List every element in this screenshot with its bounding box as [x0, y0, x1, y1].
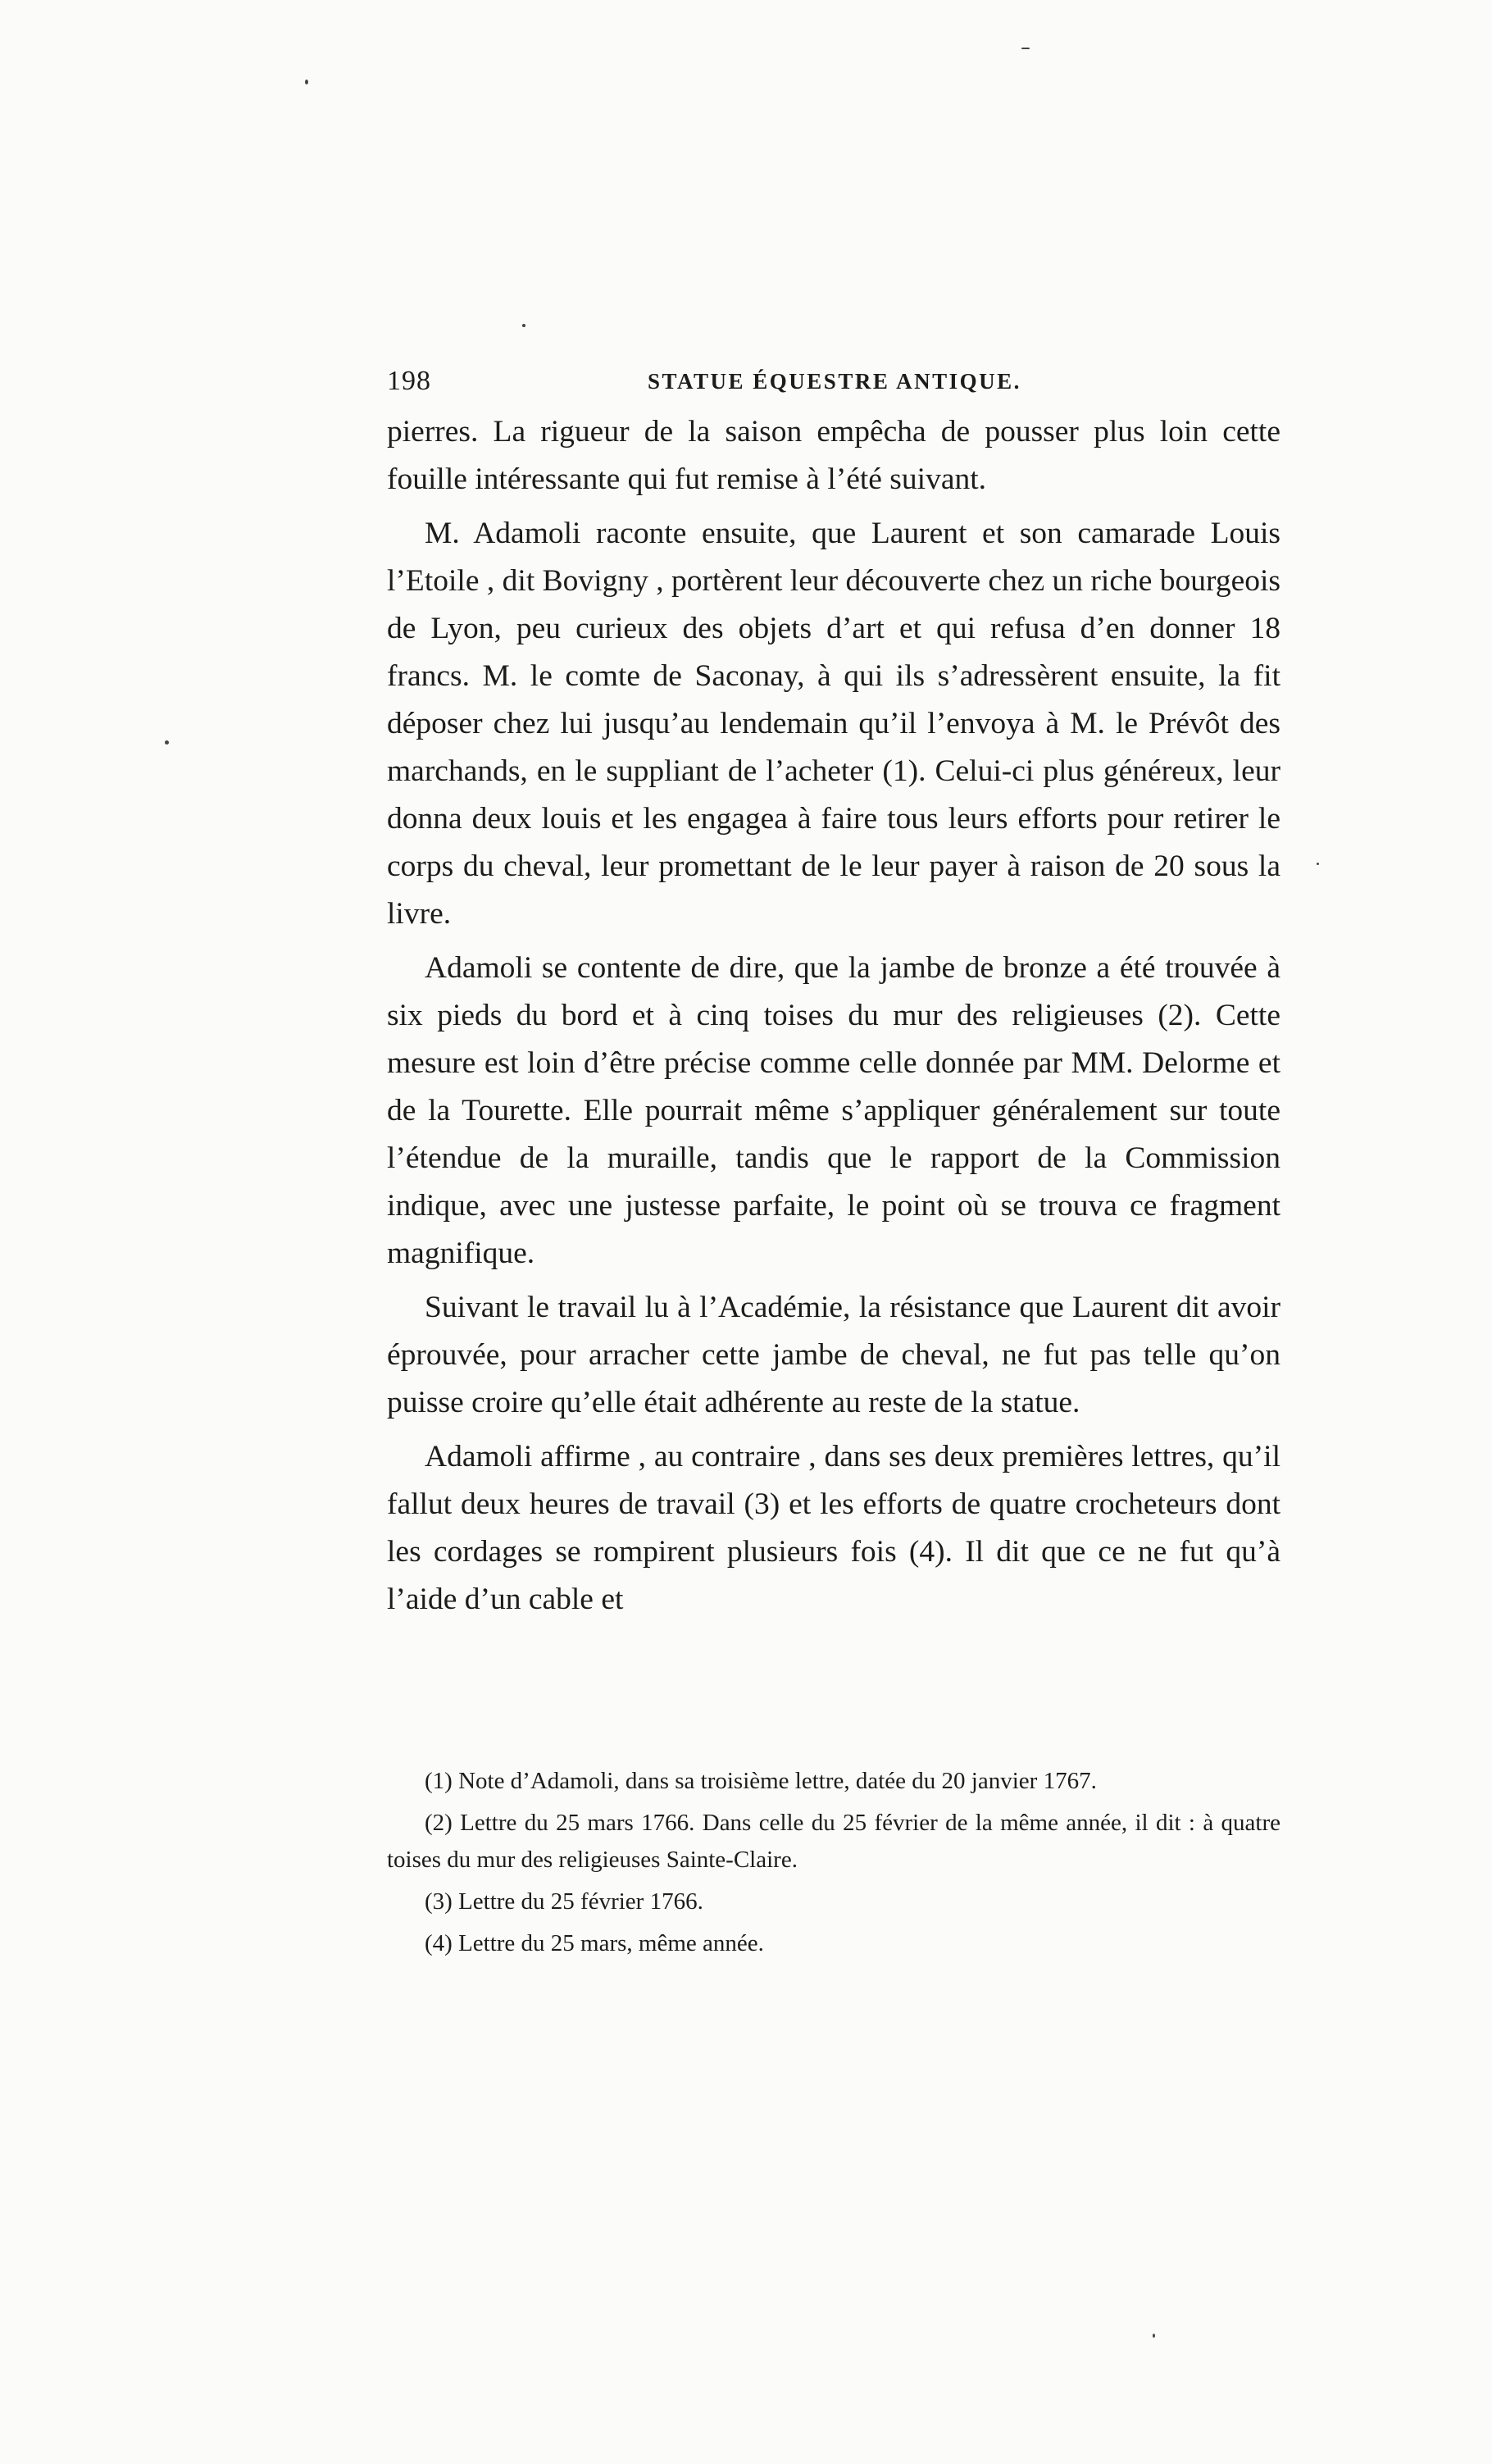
scan-speck: [522, 324, 525, 327]
paragraph: Adamoli se contente de dire, que la jambe de bronze a été trouvée à six pieds du bord et à cinq toises du mur des religieuses (2). Cette mesure est loin d’être précise comme celle donnée par MM. Delorme et de la Tourette. Elle pourrait même s’appliquer généralement sur toute l’étendue de la muraille, tandis que le rapport de la Commission indique, avec une justesse parfaite, le point où se trouva ce fragment magnifique.: [387, 951, 1280, 1270]
page-number: 198: [387, 366, 431, 396]
footnote: (2) Lettre du 25 mars 1766. Dans celle du 25 février de la même année, il dit : à quatre toises du mur des religieuses Sainte-Claire.: [387, 1810, 1280, 1873]
footnotes: [387, 1763, 1280, 1967]
scan-speck: [1317, 863, 1319, 865]
footnote: (1) Note d’Adamoli, dans sa troisième lettre, datée du 20 janvier 1767.: [425, 1768, 1097, 1794]
paragraph: Suivant le travail lu à l’Académie, la résistance que Laurent dit avoir éprouvée, pour arracher cette jambe de cheval, ne fut pas telle qu’on puisse croire qu’elle était adhérente au reste de la statue.: [387, 1291, 1280, 1419]
paragraph: Adamoli affirme , au contraire , dans ses deux premières lettres, qu’il fallut deux heures de travail (3) et les efforts de quatre crocheteurs dont les cordages se rompirent plusieurs fois (4). Il dit que ce ne fut qu’à l’aide d’un cable et: [387, 1440, 1280, 1616]
scan-speck: [305, 80, 308, 84]
footnote: (4) Lettre du 25 mars, même année.: [425, 1930, 764, 1956]
scan-speck: [1153, 2334, 1155, 2338]
body-text: [387, 408, 1280, 1630]
page-header: [387, 361, 1280, 402]
scan-speck: [1021, 48, 1030, 49]
paragraph: M. Adamoli raconte ensuite, que Laurent et son camarade Louis l’Etoile , dit Bovigny , portèrent leur découverte chez un riche bourgeois de Lyon, peu curieux des objets d’art et qui refusa d’en donner 18 francs. M. le comte de Saconay, à qui ils s’adressèrent ensuite, la fit déposer chez lui jusqu’au lendemain qu’il l’envoya à M. le Prévôt des marchands, en le suppliant de l’acheter (1). Celui-ci plus généreux, leur donna deux louis et les engagea à faire tous leurs efforts pour retirer le corps du cheval, leur promettant de le leur payer à raison de 20 sous la livre.: [387, 517, 1280, 931]
running-head: STATUE ÉQUESTRE ANTIQUE.: [648, 369, 1021, 394]
paragraph: pierres. La rigueur de la saison empêcha de pousser plus loin cette fouille intéressante qui fut remise à l’été suivant.: [387, 415, 1280, 496]
footnote: (3) Lettre du 25 février 1766.: [425, 1888, 703, 1915]
scan-speck: [165, 740, 169, 745]
